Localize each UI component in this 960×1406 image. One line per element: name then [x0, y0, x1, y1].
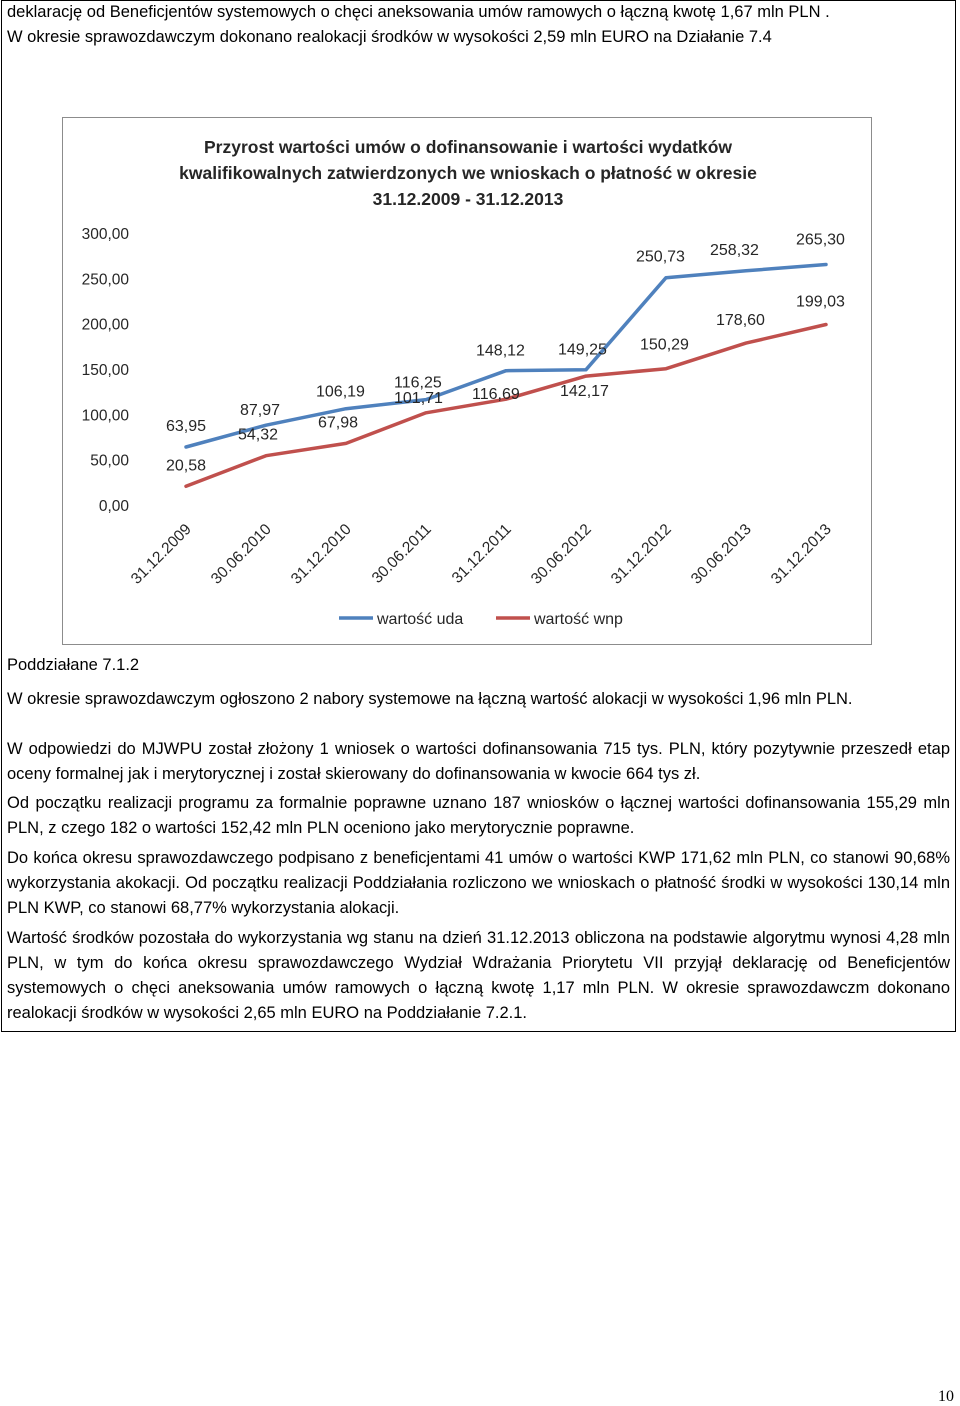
data-label: 142,17	[560, 383, 609, 401]
page-number: 10	[938, 1388, 954, 1405]
x-tick-label: 31.12.2011	[448, 520, 515, 587]
data-label: 178,60	[716, 312, 765, 330]
section-heading: Poddziałane 7.1.2	[7, 656, 140, 674]
data-label: 258,32	[710, 241, 759, 259]
data-label: 265,30	[796, 231, 845, 249]
chart-title-line: kwalifikowalnych zatwierdzonych we wnioskach o płatność w okresie	[179, 163, 757, 183]
data-label: 150,29	[640, 336, 689, 354]
chart-canvas	[63, 118, 873, 646]
paragraph-3: Od początku realizacji programu za formalnie poprawne uznano 187 wniosków o łącznej wartości dofinansowania 155,29 mln PLN, z czego 182 o wartości 152,42 mln PLN oceniono jako merytorycznie poprawne.	[7, 794, 950, 837]
y-tick-label: 250,00	[81, 271, 129, 289]
x-tick-label: 31.12.2009	[127, 520, 195, 588]
y-tick-label: 200,00	[81, 316, 129, 334]
data-label: 148,12	[476, 342, 525, 360]
data-label: 101,71	[394, 389, 443, 407]
y-tick-label: 100,00	[81, 407, 129, 425]
x-tick-label: 31.12.2012	[607, 520, 675, 588]
x-tick-label: 31.12.2010	[287, 520, 355, 588]
y-tick-label: 150,00	[81, 362, 129, 379]
x-tick-label: 31.12.2013	[767, 520, 835, 588]
y-tick-label: 300,00	[81, 226, 129, 243]
y-tick-label: 0,00	[98, 498, 129, 515]
data-label: 250,73	[636, 248, 685, 266]
x-tick-label: 30.06.2012	[527, 520, 595, 588]
paragraph-5: Wartość środków pozostała do wykorzystania wg stanu na dzień 31.12.2013 obliczona na podstawie algorytmu wynosi 4,28 mln PLN, w tym do końca okresu sprawozdawczego Wydział Wdrażania Priorytetu VII przyjął deklarację od Beneficjentów systemowych o chęci aneksowania umów ramowych o łączną kwotę 1,17 mln PLN. W okresie sprawozdawczm dokonano realokacji środków w wysokości 2,65 mln EURO na Poddziałanie 7.2.1.	[7, 929, 950, 1022]
x-tick-label: 30.06.2010	[207, 520, 275, 588]
chart-title-line: 31.12.2009 - 31.12.2013	[372, 189, 564, 209]
line-chart	[62, 117, 872, 645]
data-label: 199,03	[796, 293, 845, 311]
data-label: 67,98	[318, 414, 359, 432]
data-label: 63,95	[166, 418, 207, 436]
paragraph-1: W okresie sprawozdawczym ogłoszono 2 nabory systemowe na łączną wartość alokacji w wysokości 1,96 mln PLN.	[7, 690, 853, 708]
data-label: 54,32	[238, 426, 279, 444]
data-label: 87,97	[240, 402, 281, 420]
legend-label: wartość uda	[377, 611, 464, 628]
x-tick-label: 30.06.2011	[368, 520, 435, 587]
data-label: 20,58	[166, 457, 207, 475]
legend-label: wartość wnp	[534, 611, 623, 628]
chart-title-line: Przyrost wartości umów o dofinansowanie i wartości wydatków	[203, 137, 733, 157]
x-tick-label: 30.06.2013	[687, 520, 755, 588]
data-label: 116,25	[394, 374, 442, 392]
paragraph-4: Do końca okresu sprawozdawczego podpisano z beneficjentami 41 umów o wartości KWP 171,62 mln PLN, co stanowi 90,68% wykorzystania akokacji. Od początku realizacji Poddziałania rozliczono we wnioskach o płatność środki w wysokości 130,14 mln PLN KWP, co stanowi 68,77% wykorzystania alokacji.	[7, 849, 950, 917]
data-label: 106,19	[316, 383, 365, 401]
top-line-1: deklarację od Beneficjentów systemowych o chęci aneksowania umów ramowych o łączną kwotę 1,67 mln PLN .	[7, 3, 830, 21]
top-text	[7, 0, 950, 50]
data-label: 116,69	[472, 386, 520, 404]
top-line-2: W okresie sprawozdawczym dokonano realokacji środków w wysokości 2,59 mln EURO na Działanie 7.4	[7, 28, 772, 46]
y-tick-label: 50,00	[90, 452, 129, 470]
paragraph-2: W odpowiedzi do MJWPU został złożony 1 wniosek o wartości dofinansowania 715 tys. PLN, który pozytywnie przeszedł etap oceny formalnej jak i merytorycznej i został skierowany do dofinansowania w kwocie 664 tys zł.	[7, 740, 950, 783]
data-label: 149,25	[558, 341, 607, 359]
